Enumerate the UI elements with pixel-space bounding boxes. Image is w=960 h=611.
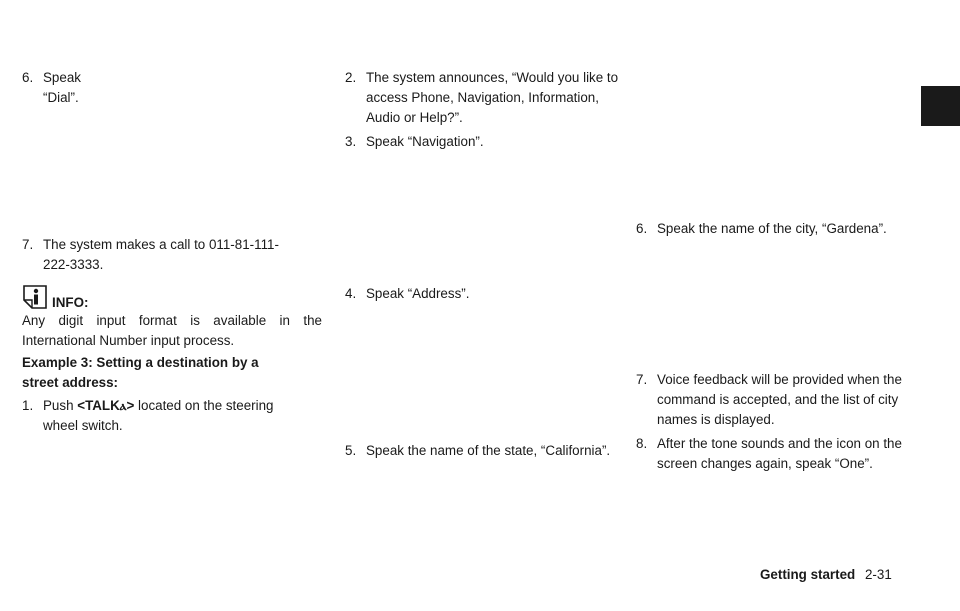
step-text: located on the steering bbox=[134, 398, 274, 413]
step-number: 2. bbox=[345, 70, 357, 85]
info-body bbox=[22, 311, 322, 351]
chapter-tab bbox=[921, 86, 960, 126]
info-header bbox=[22, 284, 322, 314]
step-text-line: command is accepted, and the list of city bbox=[657, 392, 899, 407]
step-number: 3. bbox=[345, 134, 357, 149]
step-text: Push bbox=[43, 398, 78, 413]
talk-switch-icon: ⲁ bbox=[119, 398, 127, 413]
step-number: 7. bbox=[22, 237, 34, 252]
talk-key-label: <TALK bbox=[77, 398, 120, 413]
step-text-line: The system makes a call to 011-81-111- bbox=[43, 237, 279, 252]
step-number: 6. bbox=[636, 221, 648, 236]
info-text-line: Any digit input format is available in the bbox=[22, 313, 322, 328]
step-text: Speak the name of the city, “Gardena”. bbox=[657, 221, 887, 236]
talk-key-close: > bbox=[126, 398, 135, 413]
step-number: 1. bbox=[22, 398, 34, 413]
step-text-line: Audio or Help?”. bbox=[366, 110, 463, 125]
step-text: Speak “Navigation”. bbox=[366, 134, 484, 149]
step-text-line: 222-3333. bbox=[43, 257, 104, 272]
footer-section-title: Getting started bbox=[760, 567, 856, 582]
info-text-line: International Number input process. bbox=[22, 333, 235, 348]
info-label: INFO: bbox=[52, 295, 89, 310]
step-text-line: screen changes again, speak “One”. bbox=[657, 456, 873, 471]
step-text: Speak the name of the state, “California”. bbox=[366, 443, 611, 458]
step-text-line: access Phone, Navigation, Information, bbox=[366, 90, 599, 105]
example-title-line: Example 3: Setting a destination by a bbox=[22, 355, 259, 370]
step-text: Speak “Address”. bbox=[366, 286, 470, 301]
step-text-line: Voice feedback will be provided when the bbox=[657, 372, 902, 387]
step-text-line: names is displayed. bbox=[657, 412, 775, 427]
step-text-line: wheel switch. bbox=[43, 418, 123, 433]
example-title-line: street address: bbox=[22, 375, 119, 390]
footer bbox=[760, 565, 892, 585]
step-number: 7. bbox=[636, 372, 648, 387]
step-text: Speak “Dial”. bbox=[43, 70, 81, 105]
step-number: 4. bbox=[345, 286, 357, 301]
step-text-line: After the tone sounds and the icon on the bbox=[657, 436, 902, 451]
step-number: 6. bbox=[22, 70, 34, 85]
footer-page-number: 2-31 bbox=[864, 567, 892, 582]
step-number: 5. bbox=[345, 443, 357, 458]
info-icon bbox=[22, 284, 48, 310]
step-text-line: The system announces, “Would you like to bbox=[366, 70, 619, 85]
step-number: 8. bbox=[636, 436, 648, 451]
example-title bbox=[22, 353, 322, 393]
